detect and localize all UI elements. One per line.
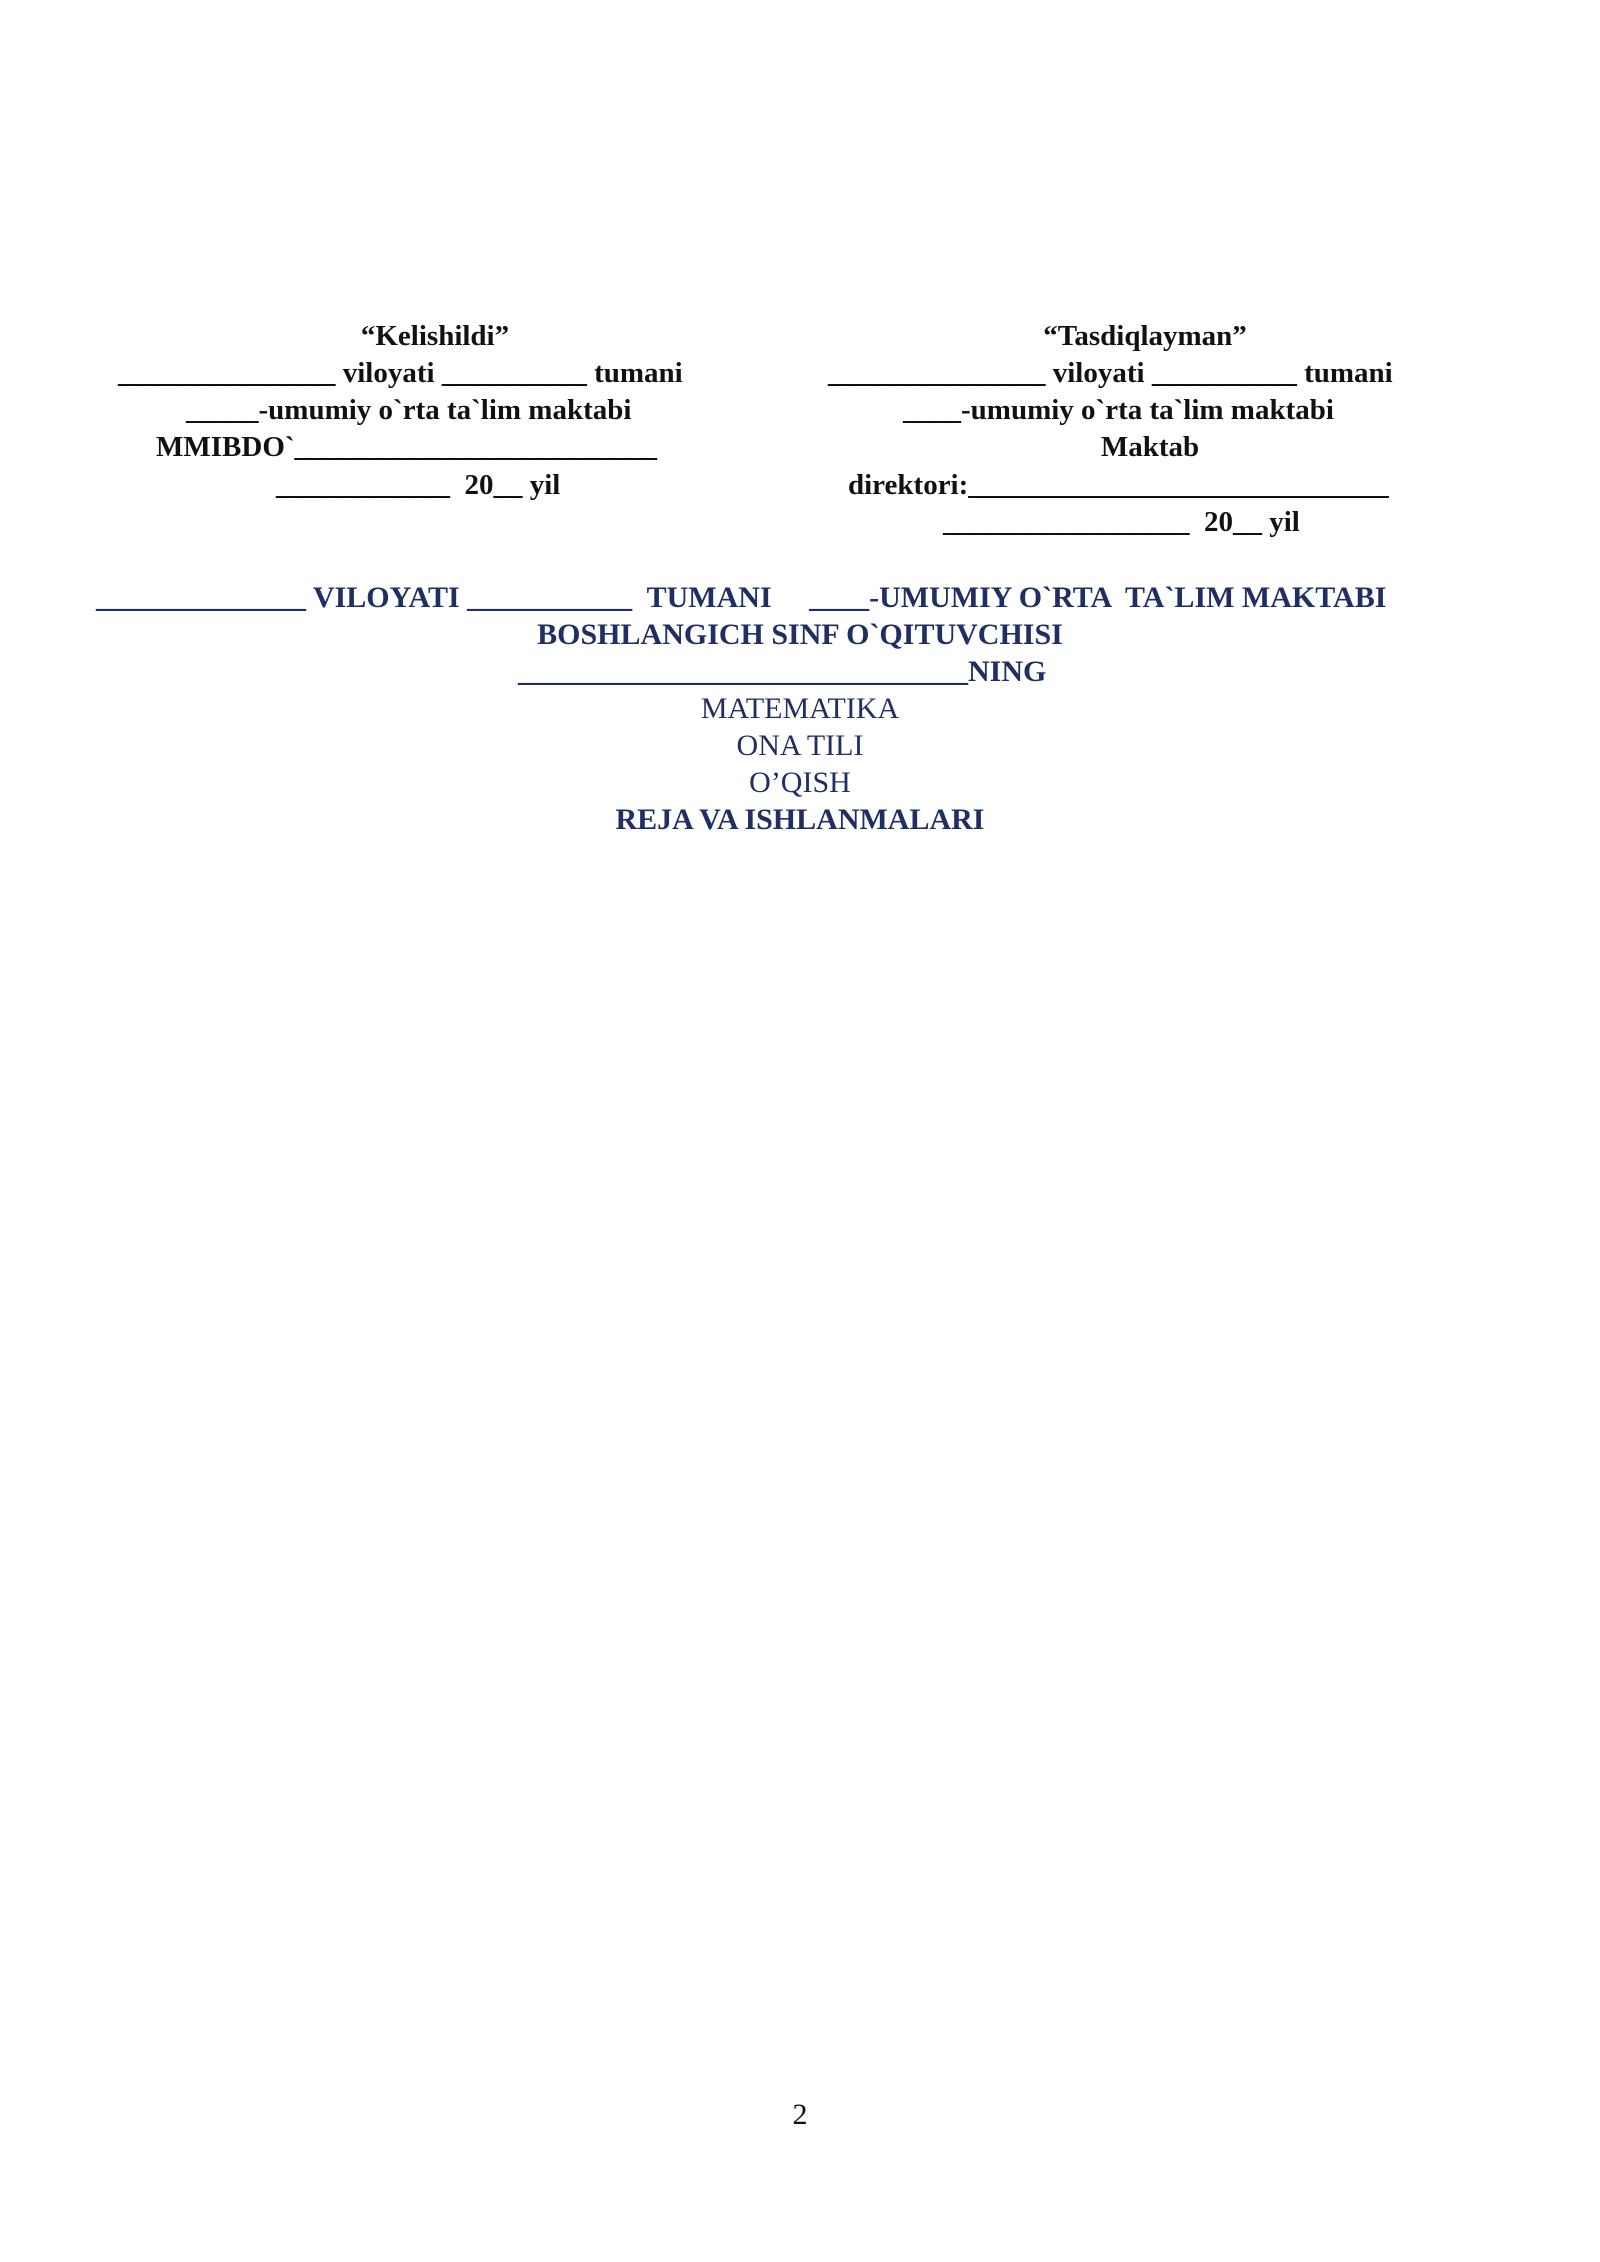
subject-matematika: MATEMATIKA (700, 692, 900, 725)
left-mmibdo-line: MMIBDO`_________________________ (156, 431, 658, 463)
right-region-line: _______________ viloyati __________ tumani (828, 357, 1393, 389)
left-school-line: _____-umumiy o`rta ta`lim maktabi (186, 394, 632, 426)
subject-ona-tili: ONA TILI (736, 729, 864, 762)
subject-oqish: O’QISH (749, 766, 851, 799)
right-heading: “Tasdiqlayman” (1043, 320, 1247, 352)
left-region-line: _______________ viloyati __________ tumani (118, 357, 683, 389)
title-region-line: ______________ VILOYATI ___________ TUMANI ____-UMUMIY O`RTA TA`LIM MAKTABI (96, 581, 1387, 614)
left-date-line: ____________ 20__ yil (276, 469, 561, 501)
left-heading: “Kelishildi” (360, 320, 510, 352)
title-name-line: ______________________________NING (518, 655, 1047, 688)
page-number: 2 (792, 2098, 808, 2131)
right-maktab-line: Maktab (1100, 431, 1200, 463)
title-final-line: REJA VA ISHLANMALARI (615, 803, 985, 836)
right-date-line: _________________ 20__ yil (943, 506, 1300, 538)
right-school-line: ____-umumiy o`rta ta`lim maktabi (903, 394, 1334, 426)
title-teacher-line: BOSHLANGICH SINF O`QITUVCHISI (537, 618, 1063, 651)
right-director-line: direktori:_____________________________ (848, 469, 1389, 501)
